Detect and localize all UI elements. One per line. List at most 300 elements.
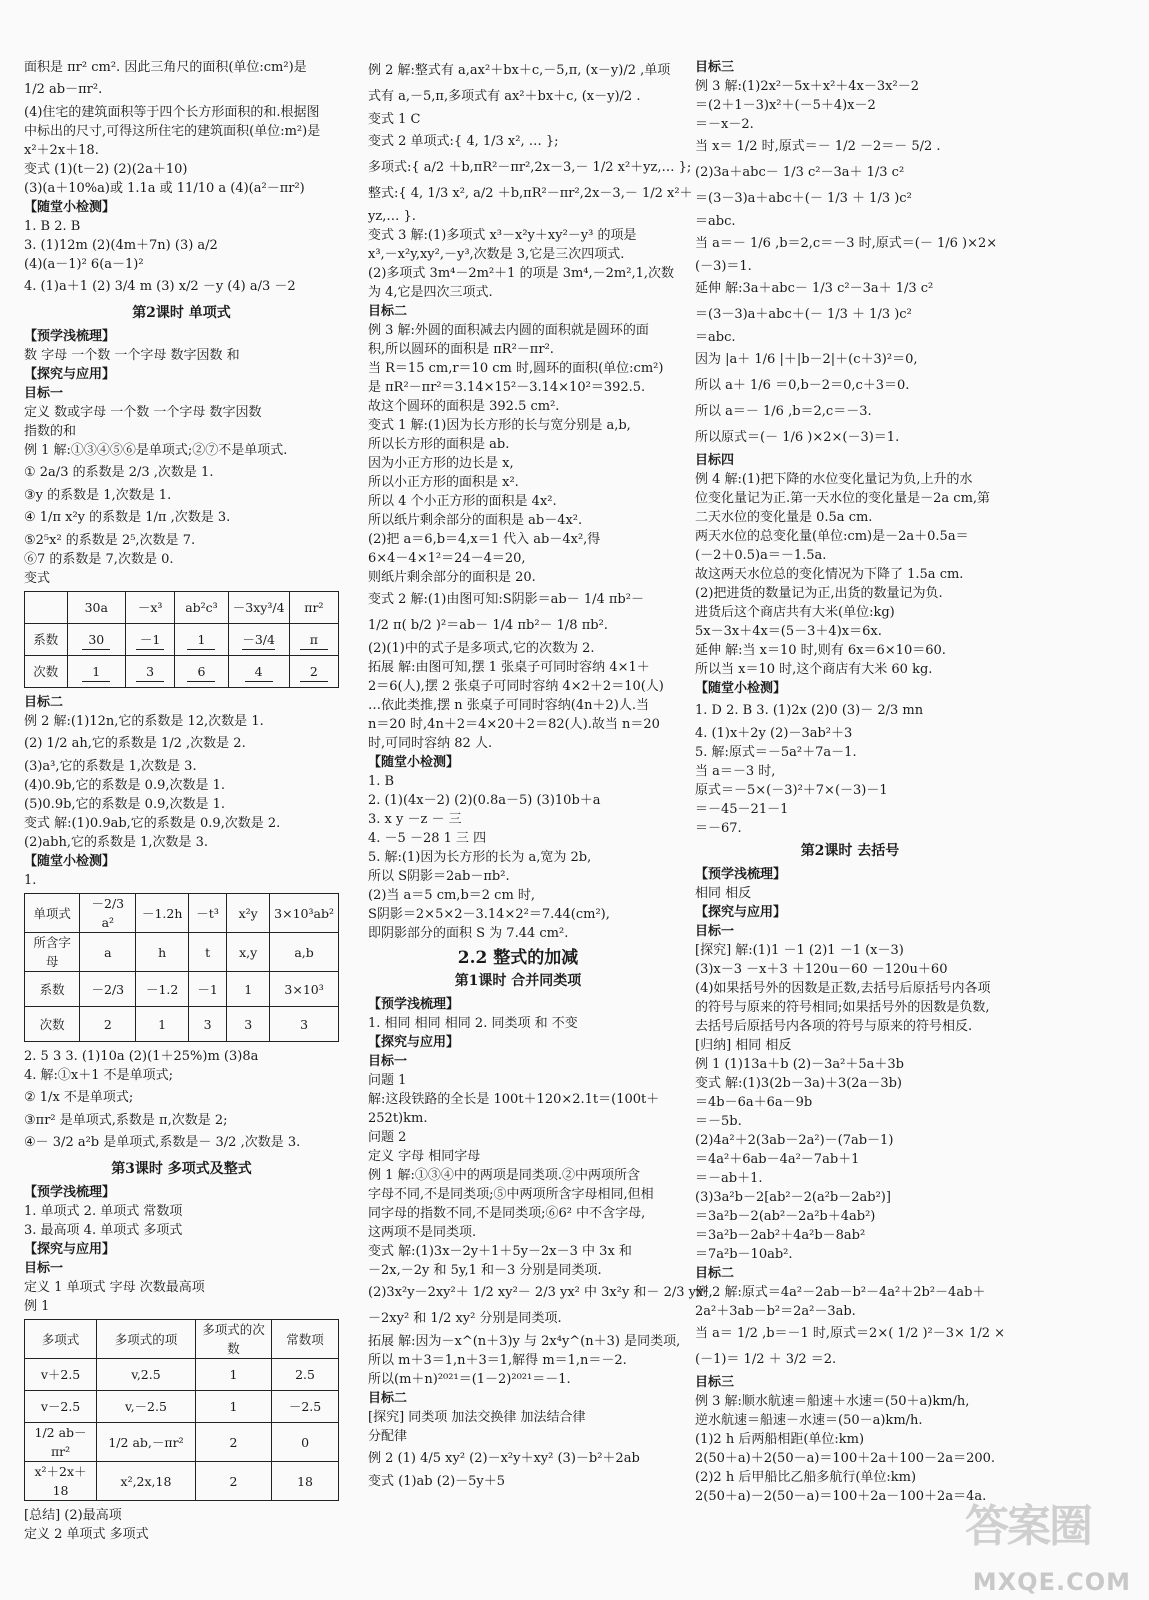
- text-line: (2)(1)中的式子是多项式,它的次数为 2.: [368, 641, 595, 656]
- text-line: 变式 解:(1)0.9ab,它的系数是 0.9,次数是 2.: [24, 816, 281, 831]
- table-cell: [25, 1359, 97, 1391]
- cell-text: 18: [297, 1473, 313, 1489]
- text-line: 多项式:{ a/2 ＋b,πR²－πr²,2x－3,－ 1/2 x²＋yz,… };: [368, 160, 692, 175]
- answer-table: [24, 1319, 339, 1501]
- text-line: ③πr² 是单项式,系数是 π,次数是 2;: [24, 1113, 228, 1128]
- text-line: ＝4a²＋6ab－4a²－7ab＋1: [695, 1152, 860, 1167]
- text-line: 4. 解:①x＋1 不是单项式;: [24, 1068, 174, 1083]
- text-line: ＝(3－3)a＋abc＋(－ 1/3 ＋ 1/3 )c²: [695, 191, 912, 206]
- text-line: 这两项不是同类项.: [368, 1225, 477, 1240]
- text-line: [归纳] 相同 相反: [695, 1038, 792, 1053]
- table-cell: [188, 894, 226, 933]
- text-line: 定义 字母 相同字母: [368, 1149, 481, 1164]
- column-right: [695, 58, 1005, 1506]
- cell-text: a: [104, 944, 112, 960]
- cell-text: 30: [82, 630, 110, 650]
- cell-text: 1: [244, 981, 253, 997]
- table-cell: [25, 656, 68, 688]
- text-line: 变式 2 单项式:{ 4, 1/3 x², … };: [368, 134, 559, 149]
- table-row: [25, 624, 339, 656]
- text-line: 例 1 解:①③④中的两项是同类项.②中两项所含: [368, 1168, 641, 1183]
- text-line: －2x,－2y 和 5y,1 和－3 分别是同类项.: [368, 1263, 602, 1278]
- table-cell: [227, 972, 270, 1007]
- table-cell: [195, 1391, 271, 1423]
- table-cell: [25, 1007, 80, 1042]
- text-line: 面积是 πr² cm². 因此三角尺的面积(单位:cm²)是: [24, 60, 307, 75]
- text-line: ⑤2⁵x² 的系数是 2⁵,次数是 7.: [24, 533, 196, 548]
- text-line: 1. D 2. B 3. (1)2x (2)0 (3)－ 2/3 mn: [695, 703, 924, 718]
- text-line: 相同 相反: [695, 886, 752, 901]
- cell-text: 系数: [39, 981, 65, 997]
- text-line: 时,可同时容纳 82 人.: [368, 736, 493, 751]
- cell-text: 3×10³ab²: [274, 905, 334, 921]
- table-cell: [272, 1359, 339, 1391]
- cell-text: －3/4: [242, 630, 275, 650]
- column-middle: [368, 58, 713, 1491]
- text-line: ＝4b－6a＋6a－9b: [695, 1095, 813, 1110]
- text-line: 进货后这个商店共有大米(单位:kg): [695, 605, 895, 620]
- text-line: 因为 |a＋ 1/6 |＋|b－2|＋(c＋3)²＝0,: [695, 352, 918, 367]
- text-line: 5. 解:原式＝－5a²＋7a－1.: [695, 745, 857, 760]
- text-line: …依此类推,摆 n 张桌子可同时容纳(4n＋2)人.当: [368, 698, 649, 713]
- text-line: 变式 (1)(t－2) (2)(2a＋10): [24, 162, 188, 177]
- text-line: 例 1 解:①③④⑤⑥是单项式;②⑦不是单项式.: [24, 443, 288, 458]
- table-cell: [195, 1462, 271, 1501]
- table-row: [25, 933, 339, 972]
- text-line: n＝20 时,4n＋2＝4×20＋2＝82(人).故当 n＝20: [368, 717, 660, 732]
- text-line: 中标出的尺寸,可得这所住宅的建筑面积(单位:m²)是: [24, 124, 321, 139]
- cell-text: a,b: [294, 944, 314, 960]
- table-cell: [175, 592, 228, 624]
- text-line: 5. 解:(1)因为长方形的长为 a,宽为 2b,: [368, 850, 592, 865]
- text-line: [探究] 同类项 加法交换律 加法结合律: [368, 1410, 586, 1425]
- text-line: 所以 a＋ 1/6 ＝0,b－2＝0,c＋3＝0.: [695, 378, 910, 393]
- text-line: 所以 4 个小正方形的面积是 4x².: [368, 494, 557, 509]
- text-line: 【随堂小检测】: [368, 755, 460, 770]
- text-line: 解:这段铁路的全长是 100t＋120×2.1t＝(100t＋: [368, 1092, 660, 1107]
- text-line: 定义 1 单项式 字母 次数最高项: [24, 1280, 205, 1295]
- text-line: 2. 5 3 3. (1)10a (2)(1＋25%)m (3)8a: [24, 1049, 259, 1064]
- cell-text: πr²: [304, 600, 324, 615]
- table-cell: [188, 933, 226, 972]
- text-line: 所以当 x＝10 时,这个商店有大米 60 kg.: [695, 662, 933, 677]
- text-line: ＝－x－2.: [695, 117, 754, 132]
- text-line: 为 4,它是四次三项式.: [368, 285, 493, 300]
- table-cell: [80, 933, 136, 972]
- cell-text: －1: [136, 630, 164, 650]
- text-line: 1. 单项式 2. 单项式 常数项: [24, 1204, 183, 1219]
- table-cell: [228, 592, 289, 624]
- text-line: (4)(a－1)² 6(a－1)²: [24, 257, 144, 272]
- text-line: 4. (1)x＋2y (2)－3ab²＋3: [695, 726, 853, 741]
- text-line: 目标二: [24, 695, 64, 710]
- cell-text: ab²c³: [185, 600, 218, 615]
- text-line: 4. (1)a＋1 (2) 3/4 m (3) x/2 －y (4) a/3 －2: [24, 279, 296, 294]
- cell-text: －2.5: [288, 1399, 322, 1414]
- table-row: [25, 1391, 339, 1423]
- table-cell: [97, 1462, 196, 1501]
- cell-text: －3xy³/4: [232, 600, 285, 615]
- text-line: (2)把 a＝6,b＝4,x＝1 代入 ab－4x²,得: [368, 532, 601, 547]
- table-row: [25, 1359, 339, 1391]
- text-line: ② 1/x 不是单项式;: [24, 1090, 134, 1105]
- watermark: [965, 1501, 1135, 1596]
- table-cell: [97, 1320, 196, 1359]
- text-line: 变式 解:(1)3x－2y＋1＋5y－2x－3 中 3x 和: [368, 1244, 632, 1259]
- text-line: 则纸片剩余部分的面积是 20.: [368, 570, 536, 585]
- table-cell: [25, 1423, 97, 1462]
- text-line: (2)abh,它的系数是 1,次数是 3.: [24, 835, 209, 850]
- text-line: 2(50＋a)＋2(50－a)＝100＋2a＋100－2a＝200.: [695, 1451, 996, 1466]
- text-line: ＝3a²b－2(ab²－2a²b＋4ab²): [695, 1209, 876, 1224]
- cell-text: 6: [187, 662, 215, 682]
- table-row: [25, 972, 339, 1007]
- table-cell: [25, 1462, 97, 1501]
- cell-text: －2/3: [91, 981, 125, 997]
- table-cell: [126, 624, 175, 656]
- table-cell: [80, 972, 136, 1007]
- text-line: [总结] (2)最高项: [24, 1508, 122, 1523]
- text-line: 例 1: [24, 1299, 50, 1314]
- text-line: 目标二: [695, 1266, 735, 1281]
- text-line: (2)多项式 3m⁴－2m²＋1 的项是 3m⁴,－2m²,1,次数: [368, 266, 674, 281]
- table-cell: [188, 1007, 226, 1042]
- text-line: 故这两天水位总的变化情况为下降了 1.5a cm.: [695, 567, 964, 582]
- cell-text: 0: [301, 1434, 310, 1450]
- cell-text: 3×10³: [284, 981, 324, 997]
- table-cell: [270, 972, 339, 1007]
- cell-text: 3: [136, 662, 164, 682]
- table-cell: [136, 894, 189, 933]
- text-line: ③y 的系数是 1,次数是 1.: [24, 488, 172, 503]
- cell-text: －1.2: [145, 981, 179, 997]
- table-row: [25, 656, 339, 688]
- cell-text: x²y: [238, 905, 258, 921]
- text-line: 目标四: [695, 453, 735, 468]
- cell-text: 1: [158, 1016, 167, 1032]
- text-line: S阴影＝2×5×2－3.14×2²＝7.44(cm²),: [368, 907, 610, 922]
- table-cell: [136, 933, 189, 972]
- table-cell: [97, 1359, 196, 1391]
- text-line: 拓展 解:由图可知,摆 1 张桌子可同时容纳 4×1＋: [368, 660, 650, 675]
- table-cell: [25, 1391, 97, 1423]
- cell-text: 2: [229, 1473, 238, 1489]
- watermark-url: MXQE.COM: [972, 1568, 1131, 1596]
- text-line: 例 3 解:顺水航速＝船速＋水速＝(50＋a)km/h,: [695, 1394, 970, 1409]
- table-cell: [270, 894, 339, 933]
- table-cell: [175, 656, 228, 688]
- text-line: ＝(3－3)a＋abc＋(－ 1/3 ＋ 1/3 )c²: [695, 307, 912, 322]
- text-line: 【探究与应用】: [368, 1035, 460, 1050]
- text-line: 2(50＋a)－2(50－a)＝100＋2a－100＋2a＝4a.: [695, 1489, 987, 1504]
- text-line: 【随堂小检测】: [24, 200, 116, 215]
- text-line: 例 4 解:(1)把下降的水位变化量记为负,上升的水: [695, 472, 973, 487]
- table-cell: [227, 1007, 270, 1042]
- cell-text: 所含字母: [33, 935, 71, 969]
- text-line: 例 3 解:(1)2x²－5x＋x²＋4x－3x²－2: [695, 79, 919, 94]
- cell-text: 多项式: [41, 1331, 80, 1347]
- cell-text: 1/2 ab,－πr²: [108, 1434, 184, 1450]
- column-left: [24, 58, 339, 1544]
- text-line: 变式: [24, 571, 51, 586]
- text-line: 故这个圆环的面积是 392.5 cm².: [368, 399, 560, 414]
- text-line: (1)2 h 后两船相距(单位:km): [695, 1432, 865, 1447]
- text-line: ＝3a²b－2ab²＋4a²b－8ab²: [695, 1228, 866, 1243]
- table-row: [25, 894, 339, 933]
- text-line: ＝7a²b－10ab².: [695, 1247, 793, 1262]
- cell-text: 1/2 ab－πr²: [34, 1425, 87, 1459]
- text-line: 目标三: [695, 60, 735, 75]
- text-line: 当 x＝ 1/2 时,原式＝－ 1/2 －2＝－ 5/2 .: [695, 139, 941, 154]
- table-cell: [25, 1320, 97, 1359]
- text-line: 问题 2: [368, 1130, 407, 1145]
- cell-text: 3: [300, 1016, 309, 1032]
- table-cell: [272, 1391, 339, 1423]
- text-line: 分配律: [368, 1429, 408, 1444]
- text-line: 【随堂小检测】: [24, 854, 116, 869]
- text-line: －2xy² 和 1/2 xy² 分别是同类项.: [368, 1311, 562, 1326]
- text-line: 的符号与原来的符号相同;如果括号外的因数是负数,: [695, 1000, 990, 1015]
- text-line: ④ 1/π x²y 的系数是 1/π ,次数是 3.: [24, 510, 231, 525]
- table-cell: [270, 933, 339, 972]
- text-line: 2a²＋3ab－b²＝2a²－3ab.: [695, 1304, 856, 1319]
- table-cell: [25, 933, 80, 972]
- cell-text: t: [205, 944, 211, 960]
- table-cell: [272, 1423, 339, 1462]
- table-cell: [25, 592, 68, 624]
- text-line: 拓展 解:因为－x^(n＋3)y 与 2x⁴y^(n＋3) 是同类项,: [368, 1334, 681, 1349]
- cell-text: －1: [197, 981, 218, 997]
- text-line: 延伸 解:当 x＝10 时,则有 6x＝6×10＝60.: [695, 643, 946, 658]
- cell-text: 4: [245, 662, 273, 682]
- text-line: 因为小正方形的边长是 x,: [368, 456, 514, 471]
- table-cell: [97, 1423, 196, 1462]
- text-line: 3. (1)12m (2)(4m＋7n) (3) a/2: [24, 238, 218, 253]
- table-row: [25, 592, 339, 624]
- cell-text: x,y: [239, 944, 258, 960]
- text-line: 【预学浅梳理】: [24, 329, 116, 344]
- text-line: ＝abc.: [695, 214, 736, 229]
- text-line: 积,所以圆环的面积是 πR²－πr².: [368, 342, 554, 357]
- table-cell: [136, 1007, 189, 1042]
- text-line: (2)3a＋abc－ 1/3 c²－3a＋ 1/3 c²: [695, 165, 905, 180]
- cell-text: 1: [229, 1399, 238, 1414]
- cell-text: 常数项: [286, 1331, 324, 1347]
- text-line: 即阴影部分的面积 S 为 7.44 cm².: [368, 926, 569, 941]
- text-line: ＝－5b.: [695, 1114, 742, 1129]
- text-line: 目标一: [24, 1261, 64, 1276]
- text-line: 例 2 解:整式有 a,ax²＋bx＋c,－5,π, (x－y)/2 ,单项: [368, 63, 671, 78]
- cell-text: －1.2h: [141, 905, 183, 921]
- table-cell: [227, 894, 270, 933]
- text-line: 两天水位的总变化量(单位:cm)是－2a＋0.5a＝: [695, 529, 969, 544]
- text-line: (2)把进货的数量记为正,出货的数量记为负.: [695, 586, 943, 601]
- text-line: (－3)＝1.: [695, 259, 752, 274]
- text-line: 定义 2 单项式 多项式: [24, 1527, 149, 1542]
- text-line: (3)(a＋10%a)或 1.1a 或 11/10 a (4)(a²－πr²): [24, 181, 305, 196]
- cell-text: 2: [229, 1434, 238, 1450]
- text-line: ＝(2＋1－3)x²＋(－5＋4)x－2: [695, 98, 876, 113]
- table-cell: [25, 624, 68, 656]
- text-line: (2)2 h 后甲船比乙船多航行(单位:km): [695, 1470, 917, 1485]
- text-line: 6×4－4×1²＝24－4＝20,: [368, 551, 526, 566]
- text-line: (3)3a²b－2[ab²－2(a²b－2ab²)]: [695, 1190, 891, 1205]
- cell-text: 单项式: [33, 905, 71, 921]
- table-cell: [67, 592, 125, 624]
- text-line: ＝－ab＋1.: [695, 1171, 763, 1186]
- text-line: (2)当 a＝5 cm,b＝2 cm 时,: [368, 888, 536, 903]
- text-line: ① 2a/3 的系数是 2/3 ,次数是 1.: [24, 465, 214, 480]
- text-line: 当 R＝15 cm,r＝10 cm 时,圆环的面积(单位:cm²): [368, 361, 664, 376]
- text-line: (－2＋0.5)a＝－1.5a.: [695, 548, 827, 563]
- text-line: 变式 2 解:(1)由图可知:S阴影＝ab－ 1/4 πb²－: [368, 592, 644, 607]
- text-line: 同字母的指数不同,不是同类项;⑥6² 中不含字母,: [368, 1206, 646, 1221]
- text-line: 例 2 (1) 4/5 xy² (2)－x²y＋xy² (3)－b²＋2ab: [368, 1451, 640, 1466]
- text-line: 1/2 π( b/2 )²＝ab－ 1/4 πb²－ 1/8 πb².: [368, 618, 608, 633]
- text-line: (5)0.9b,它的系数是 0.9,次数是 1.: [24, 797, 226, 812]
- text-line: 目标二: [368, 304, 408, 319]
- text-line: (－1)＝ 1/2 ＋ 3/2 ＝2.: [695, 1352, 837, 1367]
- text-line: 所以纸片剩余部分的面积是 ab－4x².: [368, 513, 583, 528]
- table-cell: [80, 894, 136, 933]
- table-cell: [136, 972, 189, 1007]
- text-line: 所以原式＝(－ 1/6 )×2×(－3)＝1.: [695, 430, 900, 445]
- cell-text: 2: [103, 1016, 112, 1032]
- text-line: ④－ 3/2 a²b 是单项式,系数是－ 3/2 ,次数是 3.: [24, 1135, 301, 1150]
- text-line: 1. 相同 相同 相同 2. 同类项 和 不变: [368, 1016, 578, 1031]
- table-cell: [289, 656, 338, 688]
- table-row: [25, 1007, 339, 1042]
- text-line: 变式 (1)ab (2)－5y＋5: [368, 1474, 506, 1489]
- text-line: 延伸 解:3a＋abc－ 1/3 c²－3a＋ 1/3 c²: [695, 281, 934, 296]
- table-cell: [195, 1423, 271, 1462]
- text-line: 所以 m＋3＝1,n＋3＝1,解得 m＝1,n＝－2.: [368, 1353, 627, 1368]
- text-line: 2. (1)(4x－2) (2)(0.8a－5) (3)10b＋a: [368, 793, 601, 808]
- table-cell: [97, 1391, 196, 1423]
- text-line: 变式 3 解:(1)多项式 x³－x²y＋xy²－y³ 的项是: [368, 228, 637, 243]
- text-line: 1.: [24, 873, 37, 888]
- watermark-logo: 答案圈: [965, 1501, 1091, 1552]
- text-line: (4)如果括号外的因数是正数,去括号后原括号内各项: [695, 981, 991, 996]
- text-line: (4)住宅的建筑面积等于四个长方形面积的和.根据图: [24, 105, 320, 120]
- table-row: [25, 1423, 339, 1462]
- text-line: 2＝6(人),摆 2 张桌子可同时容纳 4×2＋2＝10(人): [368, 679, 664, 694]
- text-line: 目标三: [695, 1375, 735, 1390]
- text-line: 【预学浅梳理】: [695, 867, 787, 882]
- cell-text: 3: [203, 1016, 212, 1032]
- text-line: 第3课时 多项式及整式: [111, 1161, 252, 1177]
- text-line: 位变化量记为正.第一天水位的变化量是－2a cm,第: [695, 491, 991, 506]
- text-line: 当 a＝－ 1/6 ,b＝2,c＝－3 时,原式＝(－ 1/6 )×2×: [695, 236, 998, 251]
- table-cell: [25, 894, 80, 933]
- text-line: 3. x y －z － 三: [368, 812, 462, 827]
- table-cell: [67, 624, 125, 656]
- table-cell: [289, 592, 338, 624]
- text-line: (4)0.9b,它的系数是 0.9,次数是 1.: [24, 778, 226, 793]
- text-line: x²＋2x＋18.: [24, 143, 99, 158]
- table-cell: [289, 624, 338, 656]
- text-line: (3)a³,它的系数是 1,次数是 3.: [24, 759, 197, 774]
- text-line: ＝－45－21－1: [695, 802, 789, 817]
- text-line: 【探究与应用】: [695, 905, 787, 920]
- text-line: 式有 a,－5,π,多项式有 ax²＋bx＋c, (x－y)/2 .: [368, 89, 641, 104]
- table-cell: [126, 592, 175, 624]
- text-line: 当 a＝ 1/2 ,b＝－1 时,原式＝2×( 1/2 )²－3× 1/2 ×: [695, 1326, 1006, 1341]
- cell-text: 3: [244, 1016, 253, 1032]
- text-line: 例 1 (1)13a＋b (2)－3a²＋5a＋3b: [695, 1057, 904, 1072]
- text-line: ＝abc.: [695, 330, 736, 345]
- text-line: (2)4a²＋2(3ab－2a²)－(7ab－1): [695, 1133, 894, 1148]
- cell-text: －2/3 a²: [91, 896, 125, 930]
- table-cell: [228, 624, 289, 656]
- text-line: 当 a＝－3 时,: [695, 764, 776, 779]
- cell-text: 多项式的项: [114, 1331, 178, 1347]
- text-line: 变式 1 C: [368, 112, 421, 127]
- text-line: yz,… }.: [368, 209, 416, 224]
- text-line: x³,－x²y,xy²,－y³,次数是 3,它是三次四项式.: [368, 247, 625, 262]
- text-line: 1. B 2. B: [24, 219, 81, 234]
- cell-text: 30a: [84, 600, 108, 615]
- cell-text: v＋2.5: [40, 1367, 81, 1382]
- text-line: 指数的和: [24, 424, 77, 439]
- text-line: 所以小正方形的面积是 x².: [368, 475, 519, 490]
- text-line: 3. 最高项 4. 单项式 多项式: [24, 1223, 183, 1238]
- text-line: 目标一: [695, 924, 735, 939]
- table-cell: [227, 933, 270, 972]
- text-line: ＝－67.: [695, 821, 742, 836]
- text-line: [探究] 解:(1)1 －1 (2)1 －1 (x－3): [695, 943, 904, 958]
- text-line: 2.2 整式的加减: [457, 948, 579, 968]
- answer-table: [24, 893, 339, 1042]
- cell-text: π: [300, 630, 328, 650]
- text-line: 定义 数或字母 一个数 一个字母 数字因数: [24, 405, 262, 420]
- cell-text: v－2.5: [40, 1399, 81, 1414]
- text-line: 所以长方形的面积是 ab.: [368, 437, 510, 452]
- text-line: 【预学浅梳理】: [24, 1185, 116, 1200]
- text-line: 变式 1 解:(1)因为长方形的长与宽分别是 a,b,: [368, 418, 631, 433]
- text-line: 目标一: [24, 386, 64, 401]
- cell-text: 2.5: [295, 1367, 315, 1382]
- cell-text: v,2.5: [131, 1367, 161, 1382]
- cell-text: x²,2x,18: [120, 1473, 172, 1489]
- cell-text: 多项式的次数: [202, 1322, 265, 1356]
- table-row: [25, 1462, 339, 1501]
- cell-text: x²＋2x＋18: [34, 1464, 87, 1498]
- text-line: 所以 S阴影＝2ab－πb².: [368, 869, 510, 884]
- text-line: 例 3 解:外圆的面积减去内圆的面积就是圆环的面: [368, 323, 649, 338]
- table-cell: [188, 972, 226, 1007]
- text-line: 问题 1: [368, 1073, 407, 1088]
- text-line: ⑥7 的系数是 7,次数是 0.: [24, 552, 174, 567]
- table-row: [25, 1320, 339, 1359]
- table-cell: [80, 1007, 136, 1042]
- text-line: 【探究与应用】: [24, 367, 116, 382]
- text-line: 原式＝－5×(－3)²＋7×(－3)－1: [695, 783, 888, 798]
- table-cell: [195, 1320, 271, 1359]
- text-line: 4. －5 －28 1 三 四: [368, 831, 487, 846]
- table-cell: [175, 624, 228, 656]
- table-cell: [195, 1359, 271, 1391]
- cell-text: 1: [82, 662, 110, 682]
- table-cell: [126, 656, 175, 688]
- text-line: 【探究与应用】: [24, 1242, 116, 1257]
- text-line: 目标一: [368, 1054, 408, 1069]
- cell-text: －x³: [137, 600, 163, 615]
- text-line: 是 πR²－πr²＝3.14×15²－3.14×10²＝392.5.: [368, 380, 646, 395]
- text-line: 目标二: [368, 1391, 408, 1406]
- text-line: 第2课时 单项式: [132, 305, 231, 321]
- cell-text: －t³: [196, 905, 219, 921]
